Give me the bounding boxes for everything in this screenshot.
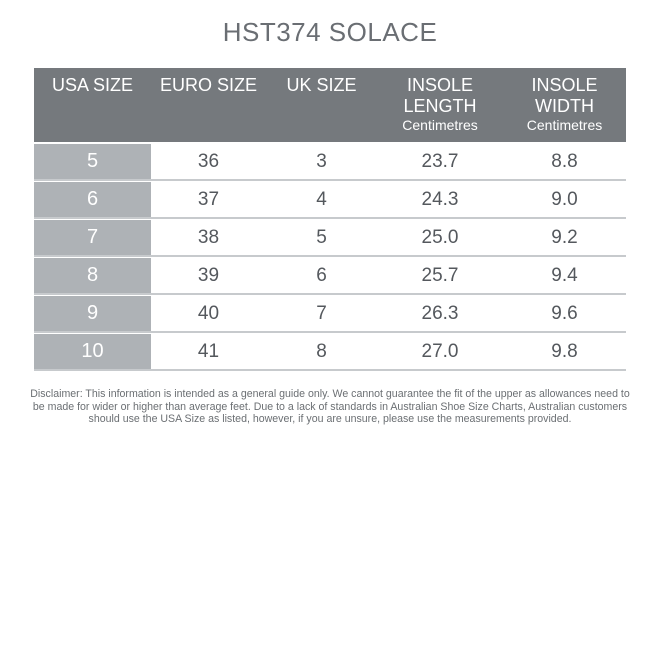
header-insole-length	[377, 68, 503, 142]
header-insole-width-label: INSOLE WIDTH	[531, 75, 598, 116]
insole-length-cell: 26.3	[421, 303, 459, 324]
euro-size-cell: 36	[197, 151, 220, 172]
table-body	[34, 144, 626, 371]
insole-length-cell: 23.7	[421, 151, 459, 172]
header-insole-length-label: INSOLE LENGTH	[403, 75, 477, 116]
insole-width-cell: 9.0	[551, 189, 578, 210]
usa-size-cell: 9	[34, 296, 151, 331]
insole-length-cell: 25.7	[421, 265, 459, 286]
header-euro-size-label: EURO SIZE	[159, 75, 257, 95]
uk-size-cell: 4	[316, 189, 327, 210]
insole-length-cell: 27.0	[421, 341, 459, 362]
disclaimer-text: Disclaimer: This information is intended as a general guide only. We cannot guarantee the fit of the upper as allowances need to be made for wider or higher than average feet. Due to a lack of standards in Australian Shoe Size Charts, Australian customers should use the USA Size as listed, however, if you are unsure, please use the measurements provided.	[30, 388, 630, 425]
insole-width-cell: 9.8	[551, 341, 578, 362]
euro-size-cell: 37	[197, 189, 220, 210]
insole-length-cell: 25.0	[421, 227, 459, 248]
usa-size-cell: 5	[34, 144, 151, 179]
insole-width-cell: 8.8	[551, 151, 578, 172]
uk-size-cell: 6	[316, 265, 327, 286]
header-insole-length-unit: Centimetres	[402, 117, 478, 133]
uk-size-cell: 8	[316, 341, 327, 362]
table-header	[34, 68, 626, 142]
insole-width-cell: 9.2	[551, 227, 578, 248]
header-uk-size-label: UK SIZE	[286, 75, 357, 95]
uk-size-cell: 5	[316, 227, 327, 248]
table-row	[34, 144, 626, 181]
table-row	[34, 334, 626, 371]
euro-size-cell: 40	[197, 303, 220, 324]
header-usa-size	[34, 68, 151, 142]
insole-width-cell: 9.6	[551, 303, 578, 324]
insole-length-cell: 24.3	[421, 189, 459, 210]
insole-width-cell: 9.4	[551, 265, 578, 286]
table-row	[34, 182, 626, 219]
header-insole-width	[503, 68, 626, 142]
header-uk-size	[266, 68, 377, 142]
uk-size-cell: 7	[316, 303, 327, 324]
table-row	[34, 258, 626, 295]
header-insole-width-unit: Centimetres	[526, 117, 603, 133]
table-row	[34, 220, 626, 257]
uk-size-cell: 3	[316, 151, 327, 172]
euro-size-cell: 41	[197, 341, 220, 362]
usa-size-cell: 6	[34, 182, 151, 217]
size-table	[34, 68, 626, 371]
chart-title: HST374 SOLACE	[222, 17, 438, 47]
usa-size-cell: 8	[34, 258, 151, 293]
usa-size-cell: 7	[34, 220, 151, 255]
header-euro-size	[151, 68, 266, 142]
header-usa-size-label: USA SIZE	[51, 75, 134, 95]
euro-size-cell: 39	[197, 265, 220, 286]
euro-size-cell: 38	[197, 227, 220, 248]
table-row	[34, 296, 626, 333]
usa-size-cell: 10	[34, 334, 151, 369]
